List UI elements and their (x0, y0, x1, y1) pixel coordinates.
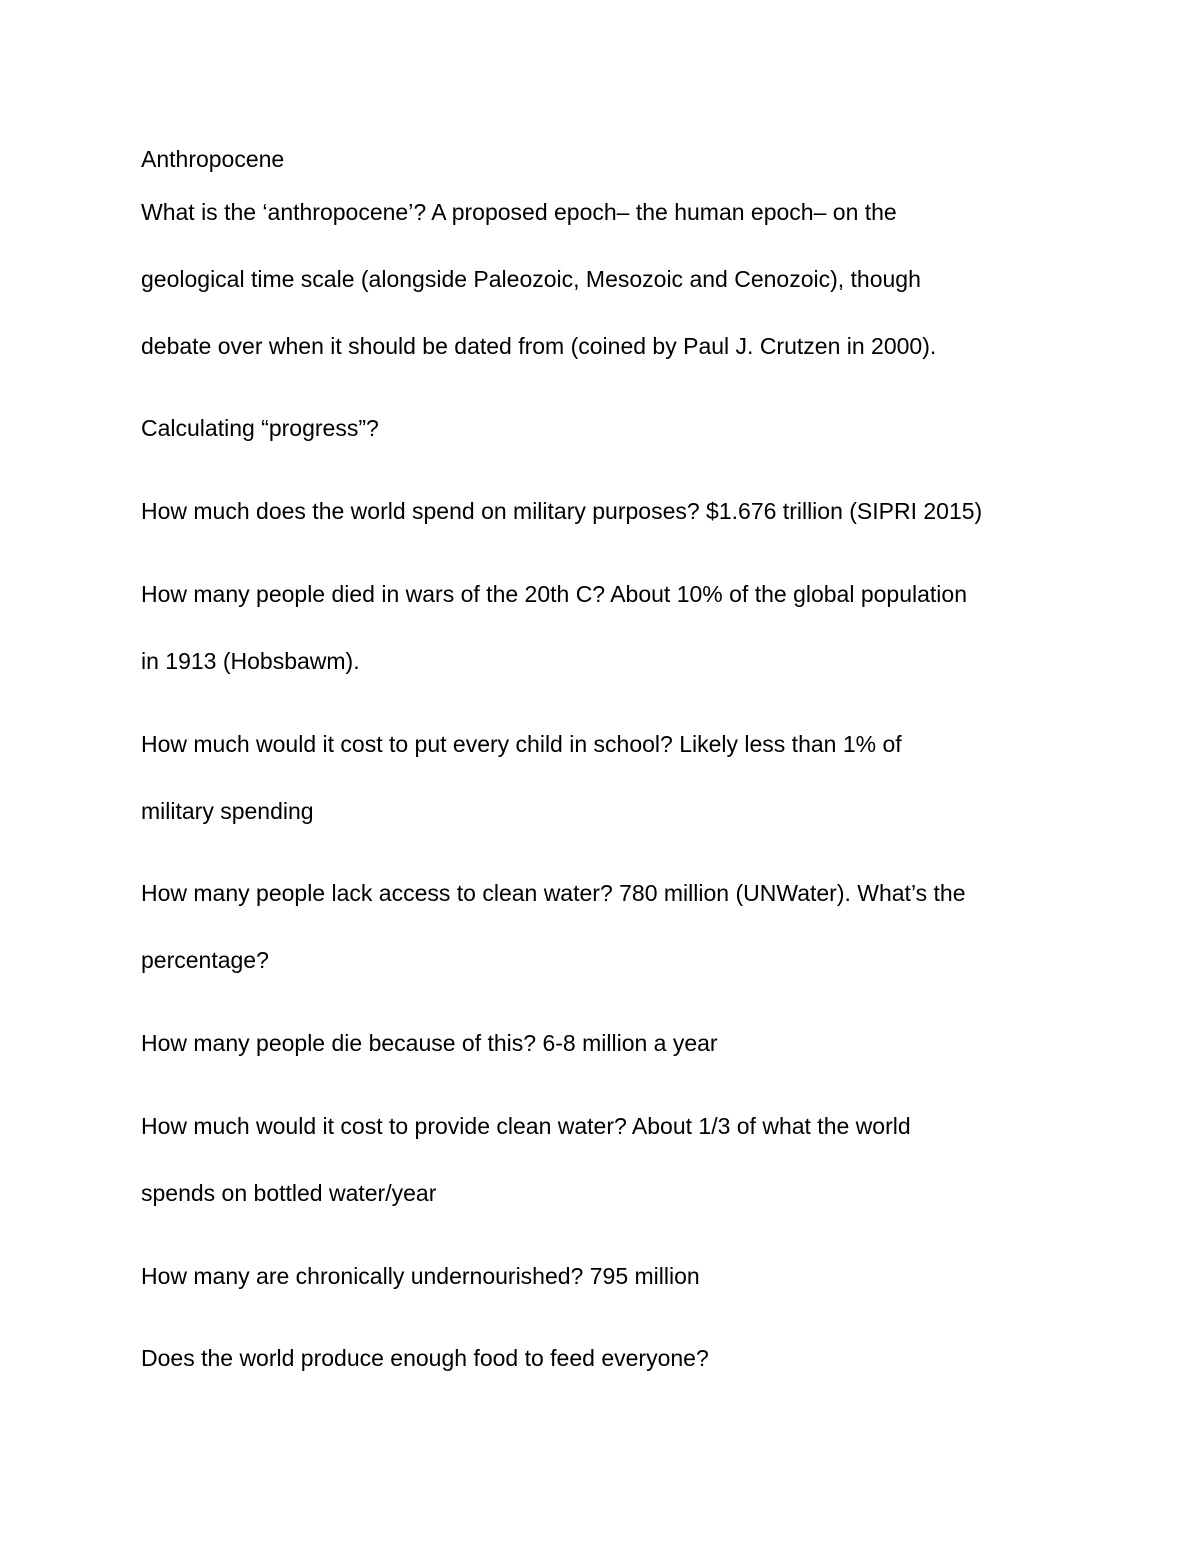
text-line: How many are chronically undernourished? 795 million (141, 1263, 700, 1289)
text-line: geological time scale (alongside Paleozoic, Mesozoic and Cenozoic), though (141, 266, 921, 292)
text-line: How much would it cost to provide clean water? About 1/3 of what the world (141, 1113, 911, 1139)
text-line: What is the ‘anthropocene’? A proposed epoch– the human epoch– on the (141, 199, 897, 225)
text-line: How much would it cost to put every child in school? Likely less than 1% of (141, 731, 902, 757)
text-line: in 1913 (Hobsbawm). (141, 648, 360, 674)
text-line: spends on bottled water/year (141, 1180, 437, 1206)
text-line: How many people died in wars of the 20th C? About 10% of the global population (141, 581, 968, 607)
document-title: Anthropocene (141, 146, 285, 172)
text-line: How much does the world spend on military purposes? $1.676 trillion (SIPRI 2015) (141, 498, 983, 524)
text-line: debate over when it should be dated from (coined by Paul J. Crutzen in 2000). (141, 333, 937, 359)
text-line: How many people lack access to clean water? 780 million (UNWater). What’s the (141, 880, 966, 906)
text-line: How many people die because of this? 6-8 million a year (141, 1030, 718, 1056)
section-heading: Calculating “progress”? (141, 415, 379, 441)
text-line: Does the world produce enough food to feed everyone? (141, 1345, 709, 1371)
text-line: percentage? (141, 947, 269, 973)
text-line: military spending (141, 798, 314, 824)
